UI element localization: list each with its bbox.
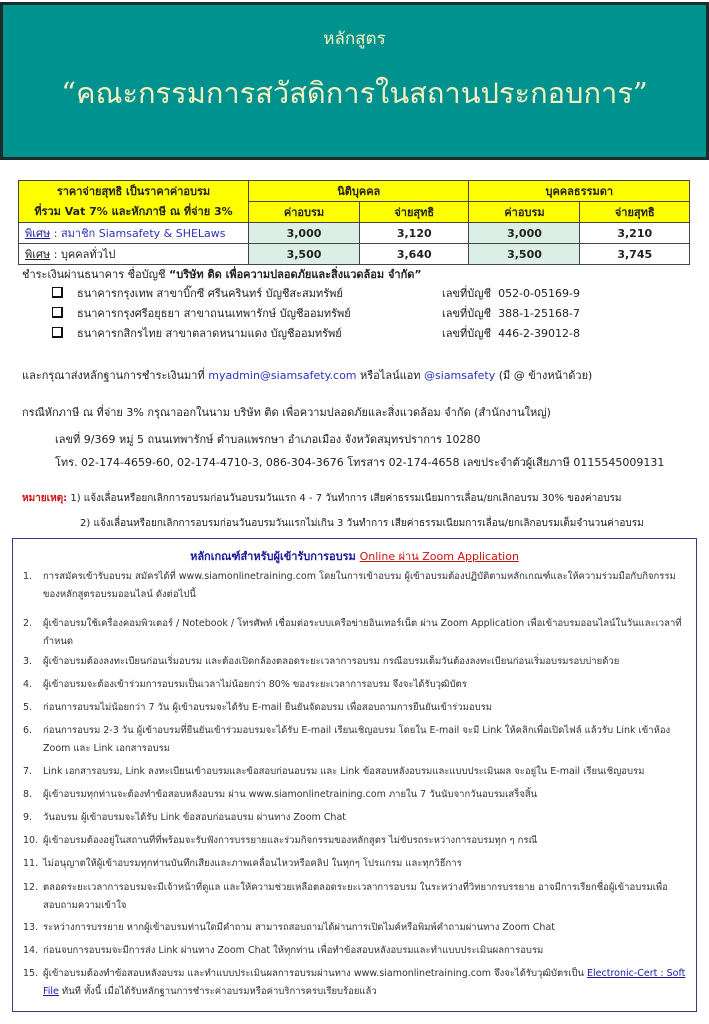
- rule-number: 15.: [23, 968, 39, 979]
- tax-line1: กรณีหักภาษี ณ ที่จ่าย 3% กรุณาออกในนาม บริษัท ติด เพื่อความปลอดภัยและสิ่งแวดล้อม จำกัด (สำนักงานใหญ่): [22, 406, 551, 419]
- rule-number: 6.: [23, 725, 33, 736]
- bank-item: [52, 324, 342, 342]
- cell: 3,000: [249, 223, 360, 244]
- rule-item: [23, 832, 688, 850]
- rule-item: [23, 942, 688, 960]
- row-prefix: พิเศษ: [25, 227, 51, 240]
- rule-text: [43, 699, 688, 717]
- rules-title: [13, 547, 696, 565]
- row-label-text: : บุคคลทั่วไป: [50, 248, 116, 261]
- rule-text-part: ผู้เข้าอบรมต้องลงทะเบียนก่อนเริ่มอบรม และต้องเปิดกล้องตลอดระยะเวลาการอบรม กรณีอบรมเต็มวันต้องลงทะเบียนก่อนเริ่มอบรมรอบบ่ายด้วย: [43, 656, 620, 667]
- rules-box: [12, 538, 697, 1012]
- table-row: [19, 244, 690, 265]
- table-row: [19, 223, 690, 244]
- col-fee: ค่าอบรม: [469, 202, 580, 223]
- rule-text-part: ผู้เข้าอบรมต้องอยู่ในสถานที่ที่พร้อมจะรับฟังการบรรยายและร่วมกิจกรรมของหลักสูตร ไม่ขับรถระหว่างการอบรมทุก ๆ กรณี: [43, 835, 538, 846]
- col-fee: ค่าอบรม: [249, 202, 360, 223]
- rule-number: 9.: [23, 812, 33, 823]
- rule-text-part: การสมัครเข้ารับอบรม สมัครได้ที่ www.siamonlinetraining.com โดยในการเข้าอบรม ผู้เข้าอบรมต้องปฏิบัติตามหลักเกณฑ์และให้ความร่วมมือกับกิจกรรมของหลักสูตรอบรมออนไลน์ ดังต่อไปนี้: [43, 571, 676, 600]
- bank-item: [52, 284, 343, 302]
- bank-name: ธนาคารกรุงศรีอยุธยา สาขาถนนเทพารักษ์ บัญชีออมทรัพย์: [77, 307, 351, 320]
- bank-name: ธนาคารกสิกรไทย สาขาตลาดหนามแดง บัญชีออมทรัพย์: [77, 327, 342, 340]
- rule-text: [43, 722, 688, 758]
- line-id[interactable]: @siamsafety: [424, 369, 496, 382]
- email-link[interactable]: myadmin@siamsafety.com: [208, 369, 357, 382]
- cell: 3,210: [580, 223, 690, 244]
- rule-text-part: ผู้เข้าอบรมจะต้องเข้าร่วมการอบรมเป็นเวลาไม่น้อยกว่า 80% ของระยะเวลาการอบรม จึงจะได้รับวุฒิบัตร: [43, 679, 467, 690]
- rule-item: [23, 699, 688, 717]
- note-2: 2) แจ้งเลื่อนหรือยกเลิกการอบรมก่อนวันอบรมวันแรกไม่เกิน 3 วันทำการ เสียค่าธรรมเนียมการเลื่อน/ยกเลิกอบรมเต็มจำนวนค่าอบรม: [80, 518, 644, 529]
- rule-text: [43, 809, 688, 827]
- checkbox-icon: [52, 307, 63, 318]
- rule-text: [43, 676, 688, 694]
- rule-text-part: ระหว่างการบรรยาย หากผู้เข้าอบรมท่านใดมีคำถาม สามารถสอบถามได้ผ่านการเปิดไมค์หรือพิมพ์คำถามผ่านทาง Zoom Chat: [43, 922, 555, 933]
- row-prefix: พิเศษ: [25, 248, 51, 261]
- rule-item: [23, 879, 688, 915]
- tax-address: เลขที่ 9/369 หมู่ 5 ถนนเทพารักษ์ ตำบลแพรกษา อำเภอเมือง จังหวัดสมุทรปราการ 10280: [55, 433, 481, 446]
- rule-item: [23, 568, 688, 604]
- payment-proof: [22, 366, 592, 384]
- rule-text-part: ก่อนการอบรม 2-3 วัน ผู้เข้าอบรมที่ยืนยันเข้าร่วมอบรมจะได้รับ E-mail เรียนเชิญอบรม โดยใน E-mail จะมี Link ให้คลิกเพื่อเปิดไฟล์ แล้วรับ Link เข้าห้อง Zoom และ Link เอกสารอบรม: [43, 725, 671, 754]
- col-net: จ่ายสุทธิ: [580, 202, 690, 223]
- account-number: 446-2-39012-8: [498, 327, 580, 340]
- rule-number: 11.: [23, 858, 39, 869]
- rule-number: 8.: [23, 789, 33, 800]
- group-juristic: นิติบุคคล: [249, 181, 469, 202]
- rule-number: 2.: [23, 618, 33, 629]
- rule-item: [23, 653, 688, 671]
- rule-text: [43, 653, 688, 671]
- rule-item: [23, 615, 688, 651]
- cell: 3,000: [469, 223, 580, 244]
- rule-item: [23, 722, 688, 758]
- rules-title-link: Online ผ่าน Zoom Application: [359, 550, 519, 563]
- rule-number: 5.: [23, 702, 33, 713]
- payment-intro-text: ชำระเงินผ่านธนาคาร ชื่อบัญชี: [22, 268, 169, 281]
- group-individual: บุคคลธรรมดา: [469, 181, 690, 202]
- rule-text-part: ก่อนการอบรมไม่น้อยกว่า 7 วัน ผู้เข้าอบรมจะได้รับ E-mail ยืนยันจัดอบรม เพื่อสอบถามการยืนยันเข้าร่วมอบรม: [43, 702, 492, 713]
- bank-account: [442, 284, 580, 302]
- rule-item: [23, 676, 688, 694]
- rule-text: [43, 879, 688, 915]
- price-note-line2: ที่รวม Vat 7% และหักภาษี ณ ที่จ่าย 3%: [34, 204, 233, 218]
- rule-item: [23, 809, 688, 827]
- rule-text: [43, 965, 688, 1001]
- row-label-text: : สมาชิก Siamsafety & SHELaws: [50, 227, 226, 240]
- rule-text-part: ตลอดระยะเวลาการอบรมจะมีเจ้าหน้าที่ดูแล และให้ความช่วยเหลือตลอดระยะเวลาการอบรม ในระหว่างที่วิทยากรบรรยาย อาจมีการเรียกชื่อผู้เข้าอบรมเพื่อสอบถามความเข้าใจ: [43, 882, 668, 911]
- rule-text-part: Link เอกสารอบรม, Link ลงทะเบียนเข้าอบรมและข้อสอบก่อนอบรม และ Link ข้อสอบหลังอบรมและแบบประเมินผล จะอยู่ใน E-mail เรียนเชิญอบรม: [43, 766, 645, 777]
- bank-account: [442, 324, 580, 342]
- rule-number: 12.: [23, 882, 39, 893]
- rule-text: [43, 919, 688, 937]
- rule-text: [43, 786, 688, 804]
- row-label: [19, 223, 249, 244]
- cell: 3,500: [469, 244, 580, 265]
- bank-account: [442, 304, 580, 322]
- rule-item: [23, 965, 688, 1001]
- bank-item: [52, 304, 351, 322]
- rule-text: [43, 832, 688, 850]
- note-1: [22, 491, 622, 506]
- rule-number: 1.: [23, 571, 33, 582]
- rule-text-part: ทันที ทั้งนี้ เมื่อได้รับหลักฐานการชำระค่าอบรมหรือค่าบริการครบเรียบร้อยแล้ว: [58, 986, 377, 997]
- rule-item: [23, 786, 688, 804]
- rule-text-part: ผู้เข้าอบรมต้องทำข้อสอบหลังอบรม และทำแบบประเมินผลการอบรมผ่านทาง www.siamonlinetraining.com จึงจะได้รับวุฒิบัตรเป็น: [43, 968, 588, 979]
- rules-title-text: หลักเกณฑ์สำหรับผู้เข้ารับการอบรม: [190, 550, 360, 563]
- payment-intro: [22, 265, 422, 283]
- checkbox-icon: [52, 287, 63, 298]
- course-label: หลักสูตร: [323, 29, 386, 49]
- rule-text: [43, 855, 688, 873]
- rule-text-part: ผู้เข้าอบรมใช้เครื่องคอมพิวเตอร์ / Notebook / โทรศัพท์ เชื่อมต่อระบบเครือข่ายอินเทอร์เน็ต ผ่าน Zoom Application เพื่อเข้าอบรมออนไลน์ในวันและเวลาที่กำหนด: [43, 618, 682, 647]
- rule-text: [43, 763, 688, 781]
- rule-number: 13.: [23, 922, 39, 933]
- rule-text-part: วันอบรม ผู้เข้าอบรมจะได้รับ Link ข้อสอบก่อนอบรม ผ่านทาง Zoom Chat: [43, 812, 346, 823]
- rule-number: 10.: [23, 835, 39, 846]
- tax-phone: โทร. 02-174-4659-60, 02-174-4710-3, 086-304-3676 โทรสาร 02-174-4658 เลขประจำตัวผู้เสียภาษี 0115545009131: [55, 456, 665, 469]
- rule-text: [43, 568, 688, 604]
- price-table: [18, 180, 690, 265]
- rule-item: [23, 855, 688, 873]
- rule-number: 3.: [23, 656, 33, 667]
- account-label: เลขที่บัญชี: [442, 327, 492, 340]
- cell: 3,745: [580, 244, 690, 265]
- rule-number: 7.: [23, 766, 33, 777]
- rule-item: [23, 763, 688, 781]
- account-name: “บริษัท ติด เพื่อความปลอดภัยและสิ่งแวดล้อม จำกัด”: [169, 268, 422, 281]
- rule-text: [43, 942, 688, 960]
- course-header-banner: [0, 2, 709, 160]
- rule-item: [23, 919, 688, 937]
- rule-text: [43, 615, 688, 651]
- rule-text-part: ไม่อนุญาตให้ผู้เข้าอบรมทุกท่านบันทึกเสียงและภาพเคลื่อนไหวหรือคลิป ในทุกๆ โปรแกรม และทุกวิธีการ: [43, 858, 462, 869]
- cell: 3,500: [249, 244, 360, 265]
- proof-text: และกรุณาส่งหลักฐานการชำระเงินมาที่: [22, 369, 209, 382]
- col-net: จ่ายสุทธิ: [359, 202, 469, 223]
- price-note: [19, 181, 249, 223]
- price-note-line1: ราคาจ่ายสุทธิ เป็นราคาค่าอบรม: [56, 184, 211, 198]
- cell: 3,640: [359, 244, 469, 265]
- proof-text: (มี @ ข้างหน้าด้วย): [495, 369, 593, 382]
- cell: 3,120: [359, 223, 469, 244]
- note-label: หมายเหตุ:: [22, 493, 68, 504]
- rule-text-part: ก่อนจบการอบรมจะมีการส่ง Link ผ่านทาง Zoom Chat ให้ทุกท่าน เพื่อทำข้อสอบหลังอบรมและทำแบบประเมินผลการอบรม: [43, 945, 544, 956]
- electronic-cert-link[interactable]: Electronic-Cert : Soft File: [43, 968, 686, 997]
- course-title: “คณะกรรมการสวัสดิการในสถานประกอบการ”: [61, 76, 648, 110]
- proof-text: หรือไลน์แอท: [356, 369, 425, 382]
- bank-name: ธนาคารกรุงเทพ สาขาบิ๊กซี ศรีนครินทร์ บัญชีสะสมทรัพย์: [77, 287, 343, 300]
- note-text: 1) แจ้งเลื่อนหรือยกเลิกการอบรมก่อนวันอบรมวันแรก 4 - 7 วันทำการ เสียค่าธรรมเนียมการเลื่อน/ยกเลิกอบรม 30% ของค่าอบรม: [67, 493, 622, 504]
- checkbox-icon: [52, 327, 63, 338]
- rule-number: 14.: [23, 945, 39, 956]
- account-number: 388-1-25168-7: [498, 307, 580, 320]
- account-label: เลขที่บัญชี: [442, 307, 492, 320]
- row-label: [19, 244, 249, 265]
- rule-number: 4.: [23, 679, 33, 690]
- account-number: 052-0-05169-9: [498, 287, 580, 300]
- rule-text-part: ผู้เข้าอบรมทุกท่านจะต้องทำข้อสอบหลังอบรม ผ่าน www.siamonlinetraining.com ภายใน 7 วันนับจากวันอบรมเสร็จสิ้น: [43, 789, 538, 800]
- account-label: เลขที่บัญชี: [442, 287, 492, 300]
